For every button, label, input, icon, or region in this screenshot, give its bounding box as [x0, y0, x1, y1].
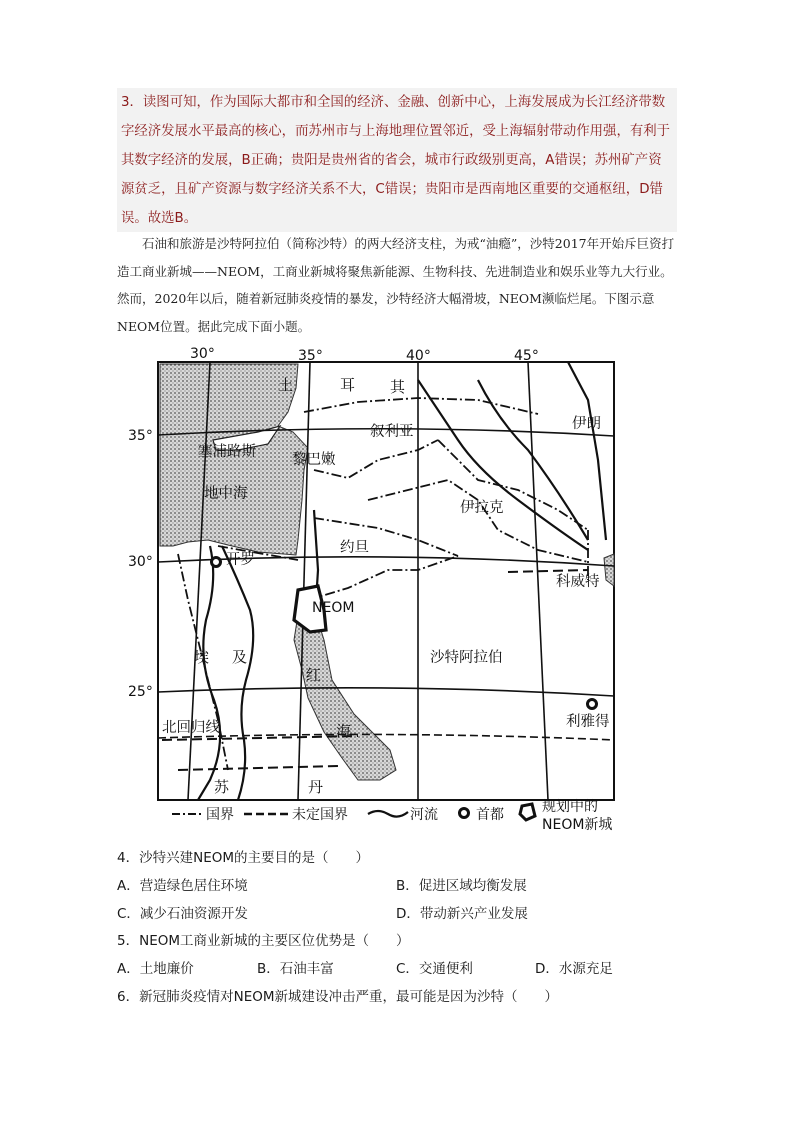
lat-label: 35° [128, 428, 153, 444]
place-label: 黎巴嫩 [292, 452, 336, 468]
question-5-option-b[interactable]: B．石油丰富 [257, 961, 334, 977]
place-label: 其 [390, 378, 406, 396]
place-label: 埃 [194, 648, 210, 666]
legend-capital-icon [460, 809, 469, 818]
legend-neom-icon [520, 804, 535, 820]
legend-undetermined-label: 未定国界 [292, 807, 348, 823]
lon-label: 45° [514, 348, 539, 364]
question-5-option-a[interactable]: A．土地廉价 [117, 961, 194, 977]
place-label: 约旦 [340, 540, 369, 556]
question-6-stem: 6．新冠肺炎疫情对NEOM新城建设冲击严重，最可能是因为沙特（ ） [117, 989, 558, 1005]
legend-planned-label: NEOM新城 [542, 817, 613, 833]
lat-label: 25° [128, 684, 153, 700]
legend-river-label: 河流 [410, 807, 438, 823]
question-5-option-c[interactable]: C．交通便利 [396, 961, 473, 977]
lon-label: 35° [298, 348, 323, 364]
place-label: 沙特阿拉伯 [430, 650, 503, 666]
place-label: 塞浦路斯 [198, 444, 256, 460]
question-intro [117, 230, 679, 340]
legend-border-label: 国界 [206, 807, 234, 823]
question-4-option-a[interactable]: A．营造绿色居住环境 [117, 878, 248, 894]
map-legend [172, 798, 612, 833]
place-label: 及 [232, 648, 248, 666]
place-label: 利雅得 [566, 714, 610, 730]
place-label: 土 [278, 376, 294, 394]
lat-label: 30° [128, 554, 153, 570]
cairo-capital-icon [212, 558, 221, 567]
place-label: 苏 [214, 778, 230, 796]
place-label: 耳 [340, 376, 356, 394]
question-4-option-b[interactable]: B．促进区域均衡发展 [396, 878, 527, 894]
legend-capital-label: 首都 [476, 807, 504, 823]
place-label: 红 [306, 666, 322, 684]
place-label: 地中海 [204, 486, 248, 502]
place-label: 北回归线 [162, 720, 220, 736]
legend-planned-label: 规划中的 [542, 799, 598, 815]
question-5-option-d[interactable]: D．水源充足 [535, 961, 613, 977]
neom-location-map [118, 340, 618, 840]
place-label: 伊拉克 [460, 500, 504, 516]
question-5-stem: 5．NEOM工商业新城的主要区位优势是（ ） [117, 933, 410, 949]
riyadh-capital-icon [588, 700, 597, 709]
question-4-option-c[interactable]: C．减少石油资源开发 [117, 906, 248, 922]
place-label: 叙利亚 [370, 424, 414, 440]
place-label: 伊朗 [572, 416, 601, 432]
question-4-stem: 4．沙特兴建NEOM的主要目的是（ ） [117, 850, 369, 866]
question-4-option-d[interactable]: D．带动新兴产业发展 [396, 906, 528, 922]
place-label: 开罗 [226, 552, 255, 568]
place-label: 科威特 [556, 574, 600, 590]
lon-label: 40° [406, 348, 431, 364]
place-label: 丹 [308, 778, 324, 796]
place-label: NEOM [312, 600, 355, 616]
lon-label: 30° [190, 346, 215, 362]
place-label: 海 [336, 722, 352, 740]
answer-explanation-3: 3．读图可知，作为国际大都市和全国的经济、金融、创新中心，上海发展成为长江经济带数字经济发展水平最高的核心，而苏州市与上海地理位置邻近，受上海辐射带动作用强，有利于其数字经济的发展，B正确；贵阳是贵州省的省会，城市行政级别更高，A错误；苏州矿产资源贫乏，且矿产资源与数字经济关系不大，C错误；贵阳市是西南地区重要的交通枢纽，D错误。故选B。 [117, 88, 677, 232]
intro-text: 石油和旅游是沙特阿拉伯（简称沙特）的两大经济支柱，为戒“油瘾”，沙特2017年开始斥巨资打造工商业新城——NEOM，工商业新城将聚焦新能源、生物科技、先进制造业和娱乐业等九大行业。然而，2020年以后，随着新冠肺炎疫情的暴发，沙特经济大幅滑坡，NEOM濒临烂尾。下图示意NEOM位置。据此完成下面小题。 [117, 236, 675, 334]
